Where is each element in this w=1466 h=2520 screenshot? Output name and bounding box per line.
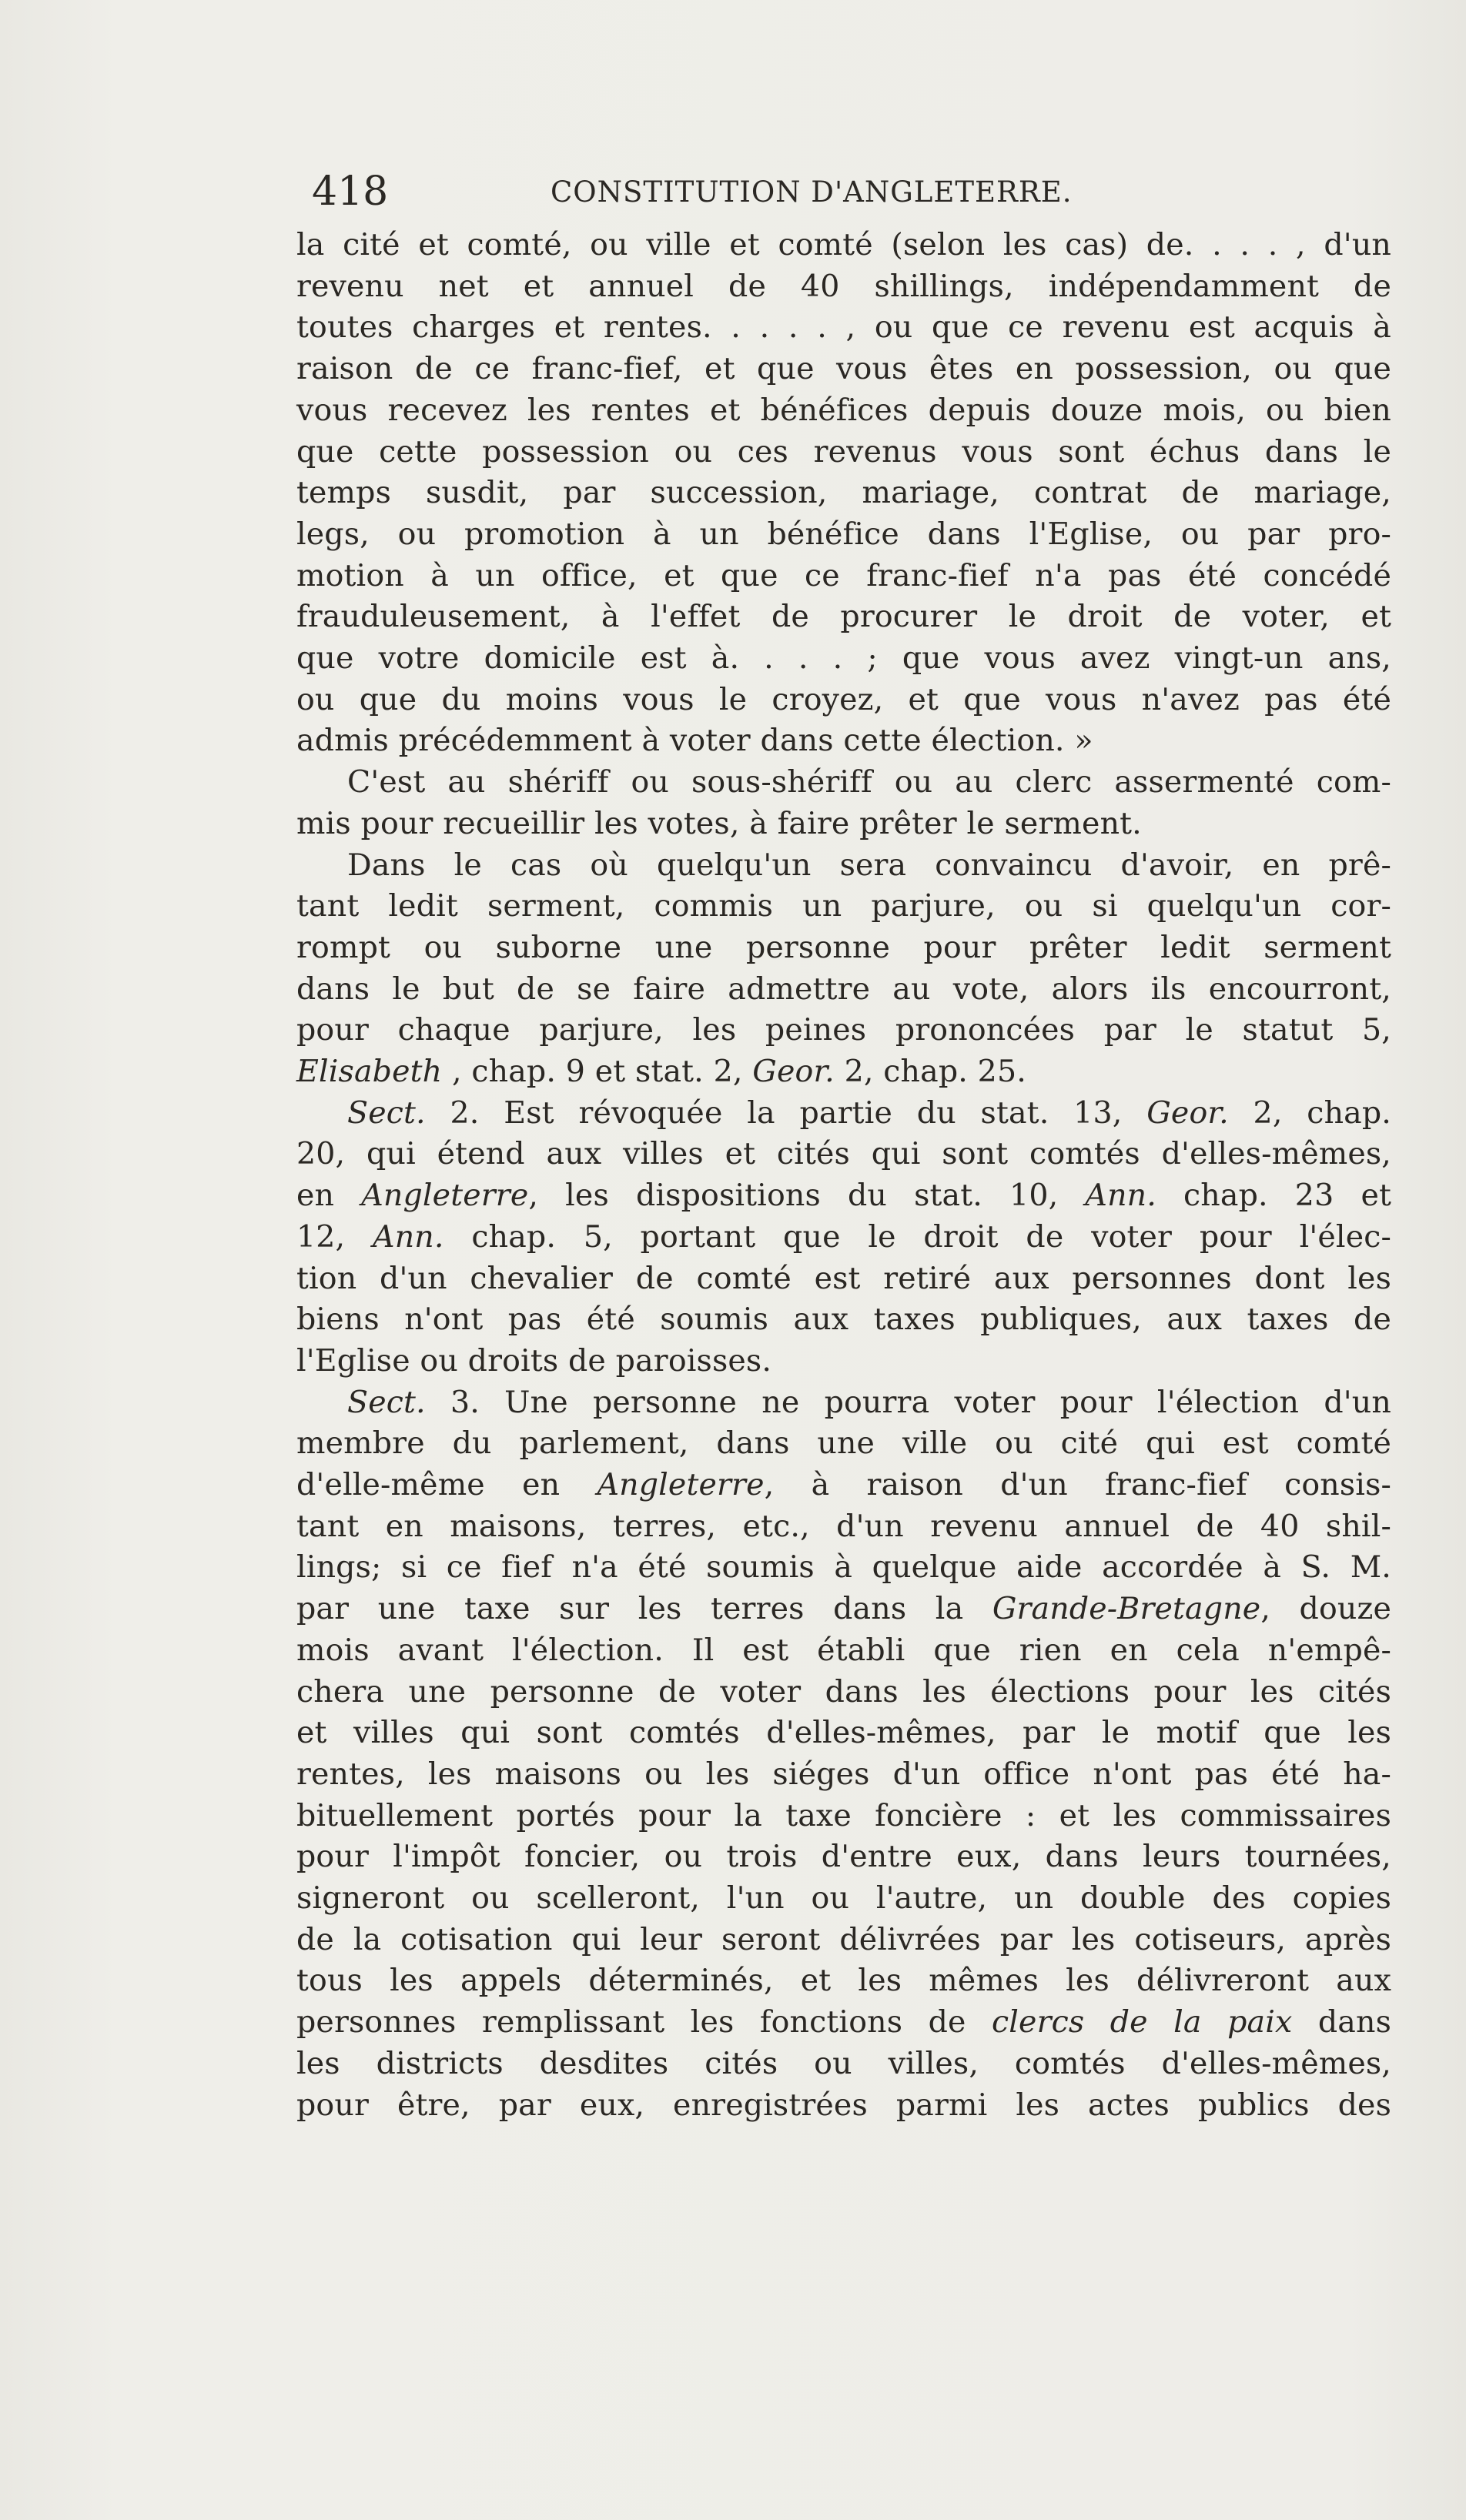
text-line: frauduleusement, à l'effet de procurer le droit de voter, et (296, 599, 1391, 635)
inline-text: Angleterre (361, 1178, 529, 1214)
inline-text: Geor. (1146, 1095, 1229, 1131)
text-line: tant ledit serment, commis un parjure, ou si quelqu'un cor- (296, 888, 1391, 924)
text-line: signeront ou scelleront, l'un ou l'autre, un double des copies (296, 1880, 1391, 1916)
text-line: rompt ou suborne une personne pour prêter ledit serment (296, 929, 1391, 965)
inline-text: Angleterre (597, 1467, 765, 1502)
text-line: pour l'impôt foncier, ou trois d'entre eux, dans leurs tournées, (296, 1839, 1391, 1875)
page-header (312, 165, 1367, 219)
text-line: les districts desdites cités ou villes, comtés d'elles-mêmes, (296, 2045, 1391, 2081)
text-line: bituellement portés pour la taxe foncière : et les commissaires (296, 1797, 1391, 1833)
text-line: biens n'ont pas été soumis aux taxes publiques, aux taxes de (296, 1302, 1391, 1338)
inline-text: 3. Une personne ne pourra voter pour l'élection d'un (425, 1384, 1391, 1420)
text-line (296, 1217, 1391, 1258)
inline-text: Ann. (373, 1218, 444, 1255)
text-line (347, 1093, 1391, 1134)
text-line: admis précédemment à voter dans cette élection. » (296, 723, 1093, 759)
text-line: ou que du moins vous le croyez, et que vous n'avez pas été (296, 681, 1391, 717)
inline-text: Elisabeth (296, 1054, 443, 1089)
text-line (296, 1175, 1391, 1216)
inline-text: , douze (1260, 1591, 1391, 1627)
text-line: toutes charges et rentes. . . . . , ou que ce revenu est acquis à (296, 309, 1391, 346)
inline-text: personnes remplissant les fonctions de (296, 2004, 992, 2040)
inline-text: 12, (296, 1218, 373, 1255)
text-line: que votre domicile est à. . . . ; que vous avez vingt-un ans, (296, 640, 1391, 676)
text-line: 20, qui étend aux villes et cités qui sont comtés d'elles-mêmes, (296, 1136, 1391, 1172)
inline-text: , chap. 9 et stat. 2, (442, 1054, 753, 1089)
text-line: vous recevez les rentes et bénéfices depuis douze mois, ou bien (296, 392, 1391, 428)
text-line: dans le but de se faire admettre au vote, alors ils encourront, (296, 971, 1391, 1007)
inline-text: Ann. (1085, 1178, 1156, 1214)
text-line: rentes, les maisons ou les siéges d'un office n'ont pas été ha- (296, 1756, 1391, 1792)
inline-text: 2, chap. 25. (834, 1054, 1026, 1089)
text-line (296, 2002, 1391, 2043)
text-line: lings; si ce fief n'a été soumis à quelque aide accordée à S. M. (296, 1549, 1391, 1586)
text-line: Dans le cas où quelqu'un sera convaincu d'avoir, en prê- (347, 847, 1391, 883)
text-line: temps susdit, par succession, mariage, contrat de mariage, (296, 475, 1391, 511)
inline-text: dans (1292, 2004, 1392, 2040)
text-line: la cité et comté, ou ville et comté (selon les cas) de. . . . , d'un (296, 227, 1391, 262)
inline-text: , à raison d'un franc-fief consis- (764, 1467, 1391, 1502)
inline-text: 2. Est révoquée la partie du stat. 13, (425, 1095, 1147, 1131)
text-line (296, 1051, 1391, 1092)
text-line (296, 1589, 1391, 1629)
text-line (347, 1382, 1391, 1423)
page-number: 418 (312, 169, 389, 215)
running-title: CONSTITUTION D'ANGLETERRE. (551, 175, 1073, 209)
text-line: raison de ce franc-fief, et que vous êtes en possession, ou que (296, 351, 1391, 387)
inline-text: clercs de la paix (992, 2004, 1293, 2040)
text-line: tion d'un chevalier de comté est retiré aux personnes dont les (296, 1260, 1391, 1296)
text-line (296, 1465, 1391, 1506)
text-line: l'Eglise ou droits de paroisses. (296, 1342, 772, 1379)
inline-text: par une taxe sur les terres dans la (296, 1591, 992, 1627)
inline-text: d'elle-même en (296, 1467, 597, 1502)
inline-text: Sect. (347, 1095, 426, 1131)
inline-text: Sect. (347, 1384, 426, 1420)
text-line: que cette possession ou ces revenus vous sont échus dans le (296, 433, 1391, 470)
text-line: C'est au shériff ou sous-shériff ou au clerc assermenté com- (347, 764, 1391, 800)
text-line: membre du parlement, dans une ville ou cité qui est comté (296, 1425, 1391, 1462)
inline-text: Grande-Bretagne (992, 1591, 1261, 1627)
inline-text: chap. 23 et (1156, 1178, 1392, 1214)
text-line: et villes qui sont comtés d'elles-mêmes, par le motif que les (296, 1715, 1391, 1751)
inline-text: Geor. (752, 1054, 835, 1089)
text-line: revenu net et annuel de 40 shillings, indépendamment de (296, 268, 1391, 304)
inline-text: chap. 5, portant que le droit de voter pour l'élec- (443, 1218, 1391, 1255)
text-line: tant en maisons, terres, etc., d'un revenu annuel de 40 shil- (296, 1508, 1391, 1544)
text-line: tous les appels déterminés, et les mêmes les délivreront aux (296, 1963, 1391, 1999)
text-line: mois avant l'élection. Il est établi que rien en cela n'empê- (296, 1632, 1391, 1668)
inline-text: , les dispositions du stat. 10, (528, 1178, 1086, 1214)
inline-text: en (296, 1178, 362, 1214)
text-line: pour être, par eux, enregistrées parmi les actes publics des (296, 2087, 1391, 2123)
text-line: chera une personne de voter dans les élections pour les cités (296, 1673, 1391, 1710)
text-line: pour chaque parjure, les peines prononcées par le statut 5, (296, 1012, 1391, 1048)
text-line: legs, ou promotion à un bénéfice dans l'Eglise, ou par pro- (296, 516, 1391, 552)
text-line: motion à un office, et que ce franc-fief n'a pas été concédé (296, 557, 1391, 593)
inline-text: 2, chap. (1228, 1095, 1391, 1131)
text-line: mis pour recueillir les votes, à faire prêter le serment. (296, 805, 1142, 841)
text-line: de la cotisation qui leur seront délivrées par les cotiseurs, après (296, 1921, 1391, 1957)
